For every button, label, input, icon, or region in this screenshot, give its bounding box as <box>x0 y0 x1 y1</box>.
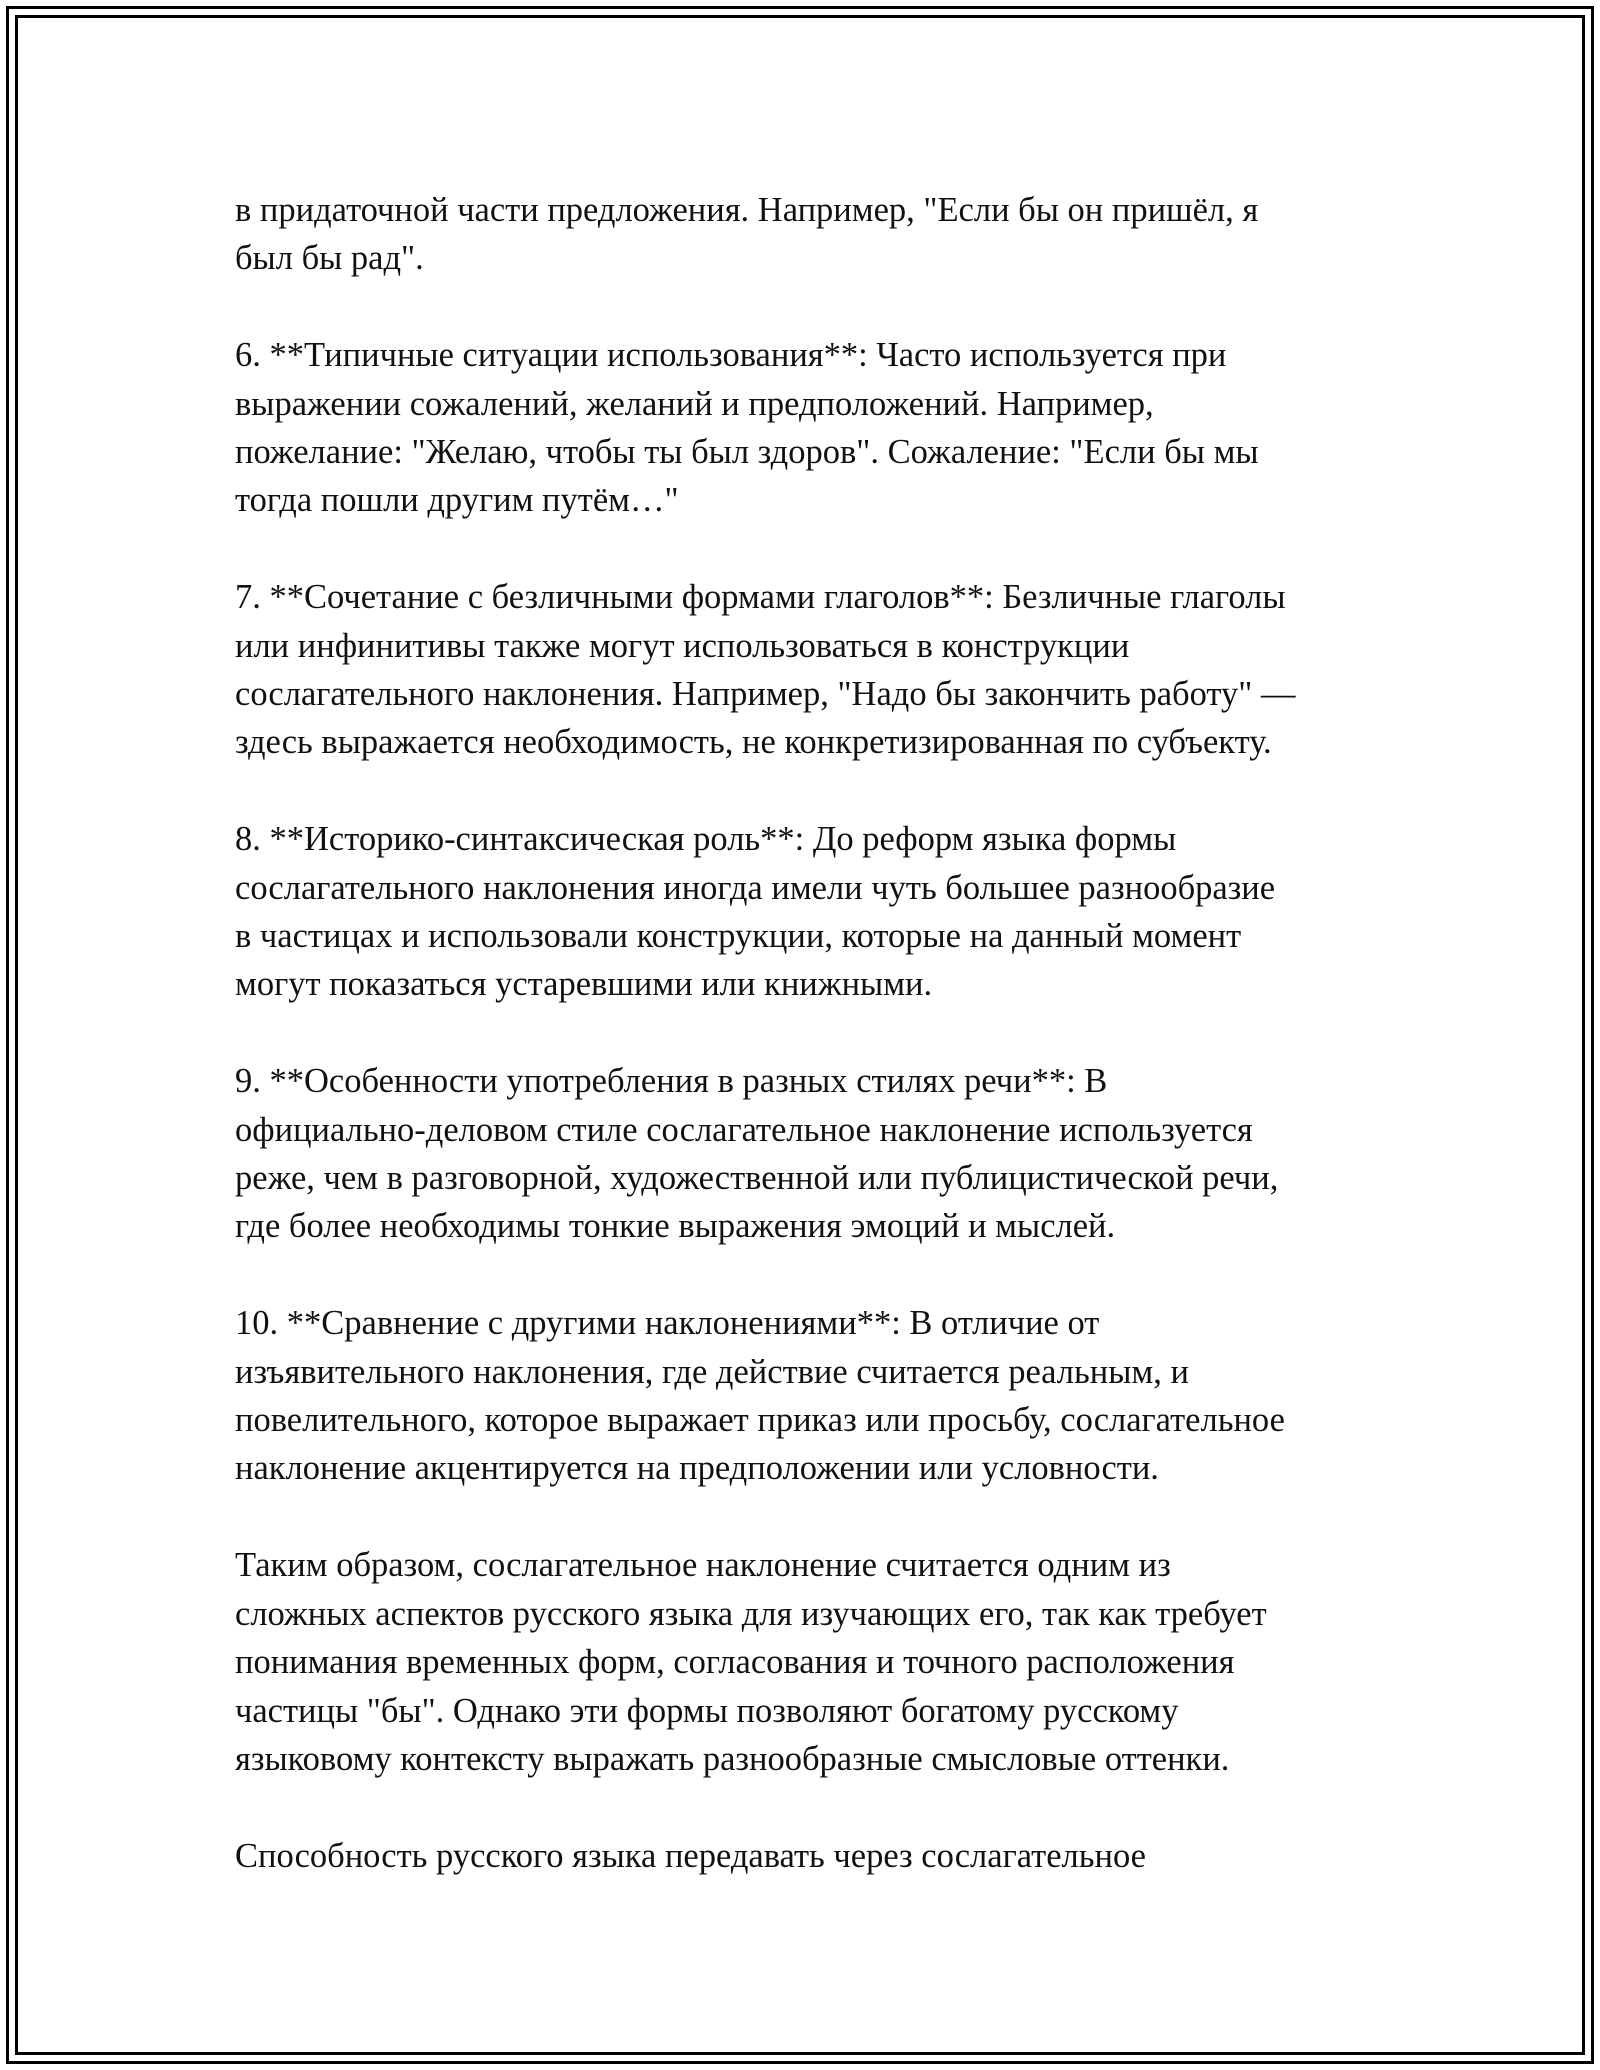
paragraph-item-10 <box>235 1299 1385 1493</box>
paragraph-item-9 <box>235 1057 1385 1251</box>
text-line: сложных аспектов русского языка для изучающих его, так как требует <box>235 1594 1267 1633</box>
paragraph-final <box>235 1832 1385 1880</box>
text-line: Способность русского языка передавать через сослагательное <box>235 1836 1146 1875</box>
text-line: 6. **Типичные ситуации использования**: Часто используется при <box>235 336 1227 375</box>
text-line: 8. **Историко-синтаксическая роль**: До реформ языка формы <box>235 820 1177 859</box>
text-line: выражении сожалений, желаний и предположений. Например, <box>235 384 1154 423</box>
text-line: понимания временных форм, согласования и точного расположения <box>235 1643 1235 1682</box>
text-line: официально-деловом стиле сослагательное наклонение используется <box>235 1110 1253 1149</box>
text-line: реже, чем в разговорной, художественной или публицистической речи, <box>235 1159 1279 1198</box>
text-line: в частицах и использовали конструкции, которые на данный момент <box>235 917 1242 956</box>
text-line: был бы рад". <box>235 239 424 278</box>
text-line: или инфинитивы также могут использоваться в конструкции <box>235 626 1130 665</box>
text-line: могут показаться устаревшими или книжными. <box>235 965 933 1004</box>
text-line: повелительного, которое выражает приказ или просьбу, сослагательное <box>235 1401 1285 1440</box>
paragraph-item-8 <box>235 815 1385 1009</box>
document-body <box>235 186 1385 1929</box>
text-line: здесь выражается необходимость, не конкретизированная по субъекту. <box>235 723 1272 762</box>
text-line: 9. **Особенности употребления в разных стилях речи**: В <box>235 1062 1108 1101</box>
text-line: где более необходимы тонкие выражения эмоций и мыслей. <box>235 1207 1116 1246</box>
text-line: пожелание: "Желаю, чтобы ты был здоров". Сожаление: "Если бы мы <box>235 433 1259 472</box>
paragraph-item-6 <box>235 331 1385 525</box>
text-line: в придаточной части предложения. Например, "Если бы он пришёл, я <box>235 191 1259 229</box>
text-line: наклонение акцентируется на предположении или условности. <box>235 1449 1159 1488</box>
paragraph-continuation <box>235 186 1385 283</box>
text-line: языковому контексту выражать разнообразные смысловые оттенки. <box>235 1739 1230 1778</box>
text-line: 10. **Сравнение с другими наклонениями**: В отличие от <box>235 1304 1100 1343</box>
text-line: Таким образом, сослагательное наклонение считается одним из <box>235 1546 1171 1585</box>
text-line: сослагательного наклонения иногда имели чуть большее разнообразие <box>235 868 1276 907</box>
paragraph-conclusion <box>235 1541 1385 1783</box>
text-line: частицы "бы". Однако эти формы позволяют богатому русскому <box>235 1691 1179 1730</box>
text-line: 7. **Сочетание с безличными формами глаголов**: Безличные глаголы <box>235 578 1286 617</box>
text-line: изъявительного наклонения, где действие считается реальным, и <box>235 1352 1189 1391</box>
text-line: сослагательного наклонения. Например, "Надо бы закончить работу" — <box>235 675 1296 714</box>
text-line: тогда пошли другим путём…" <box>235 481 679 520</box>
paragraph-item-7 <box>235 573 1385 767</box>
